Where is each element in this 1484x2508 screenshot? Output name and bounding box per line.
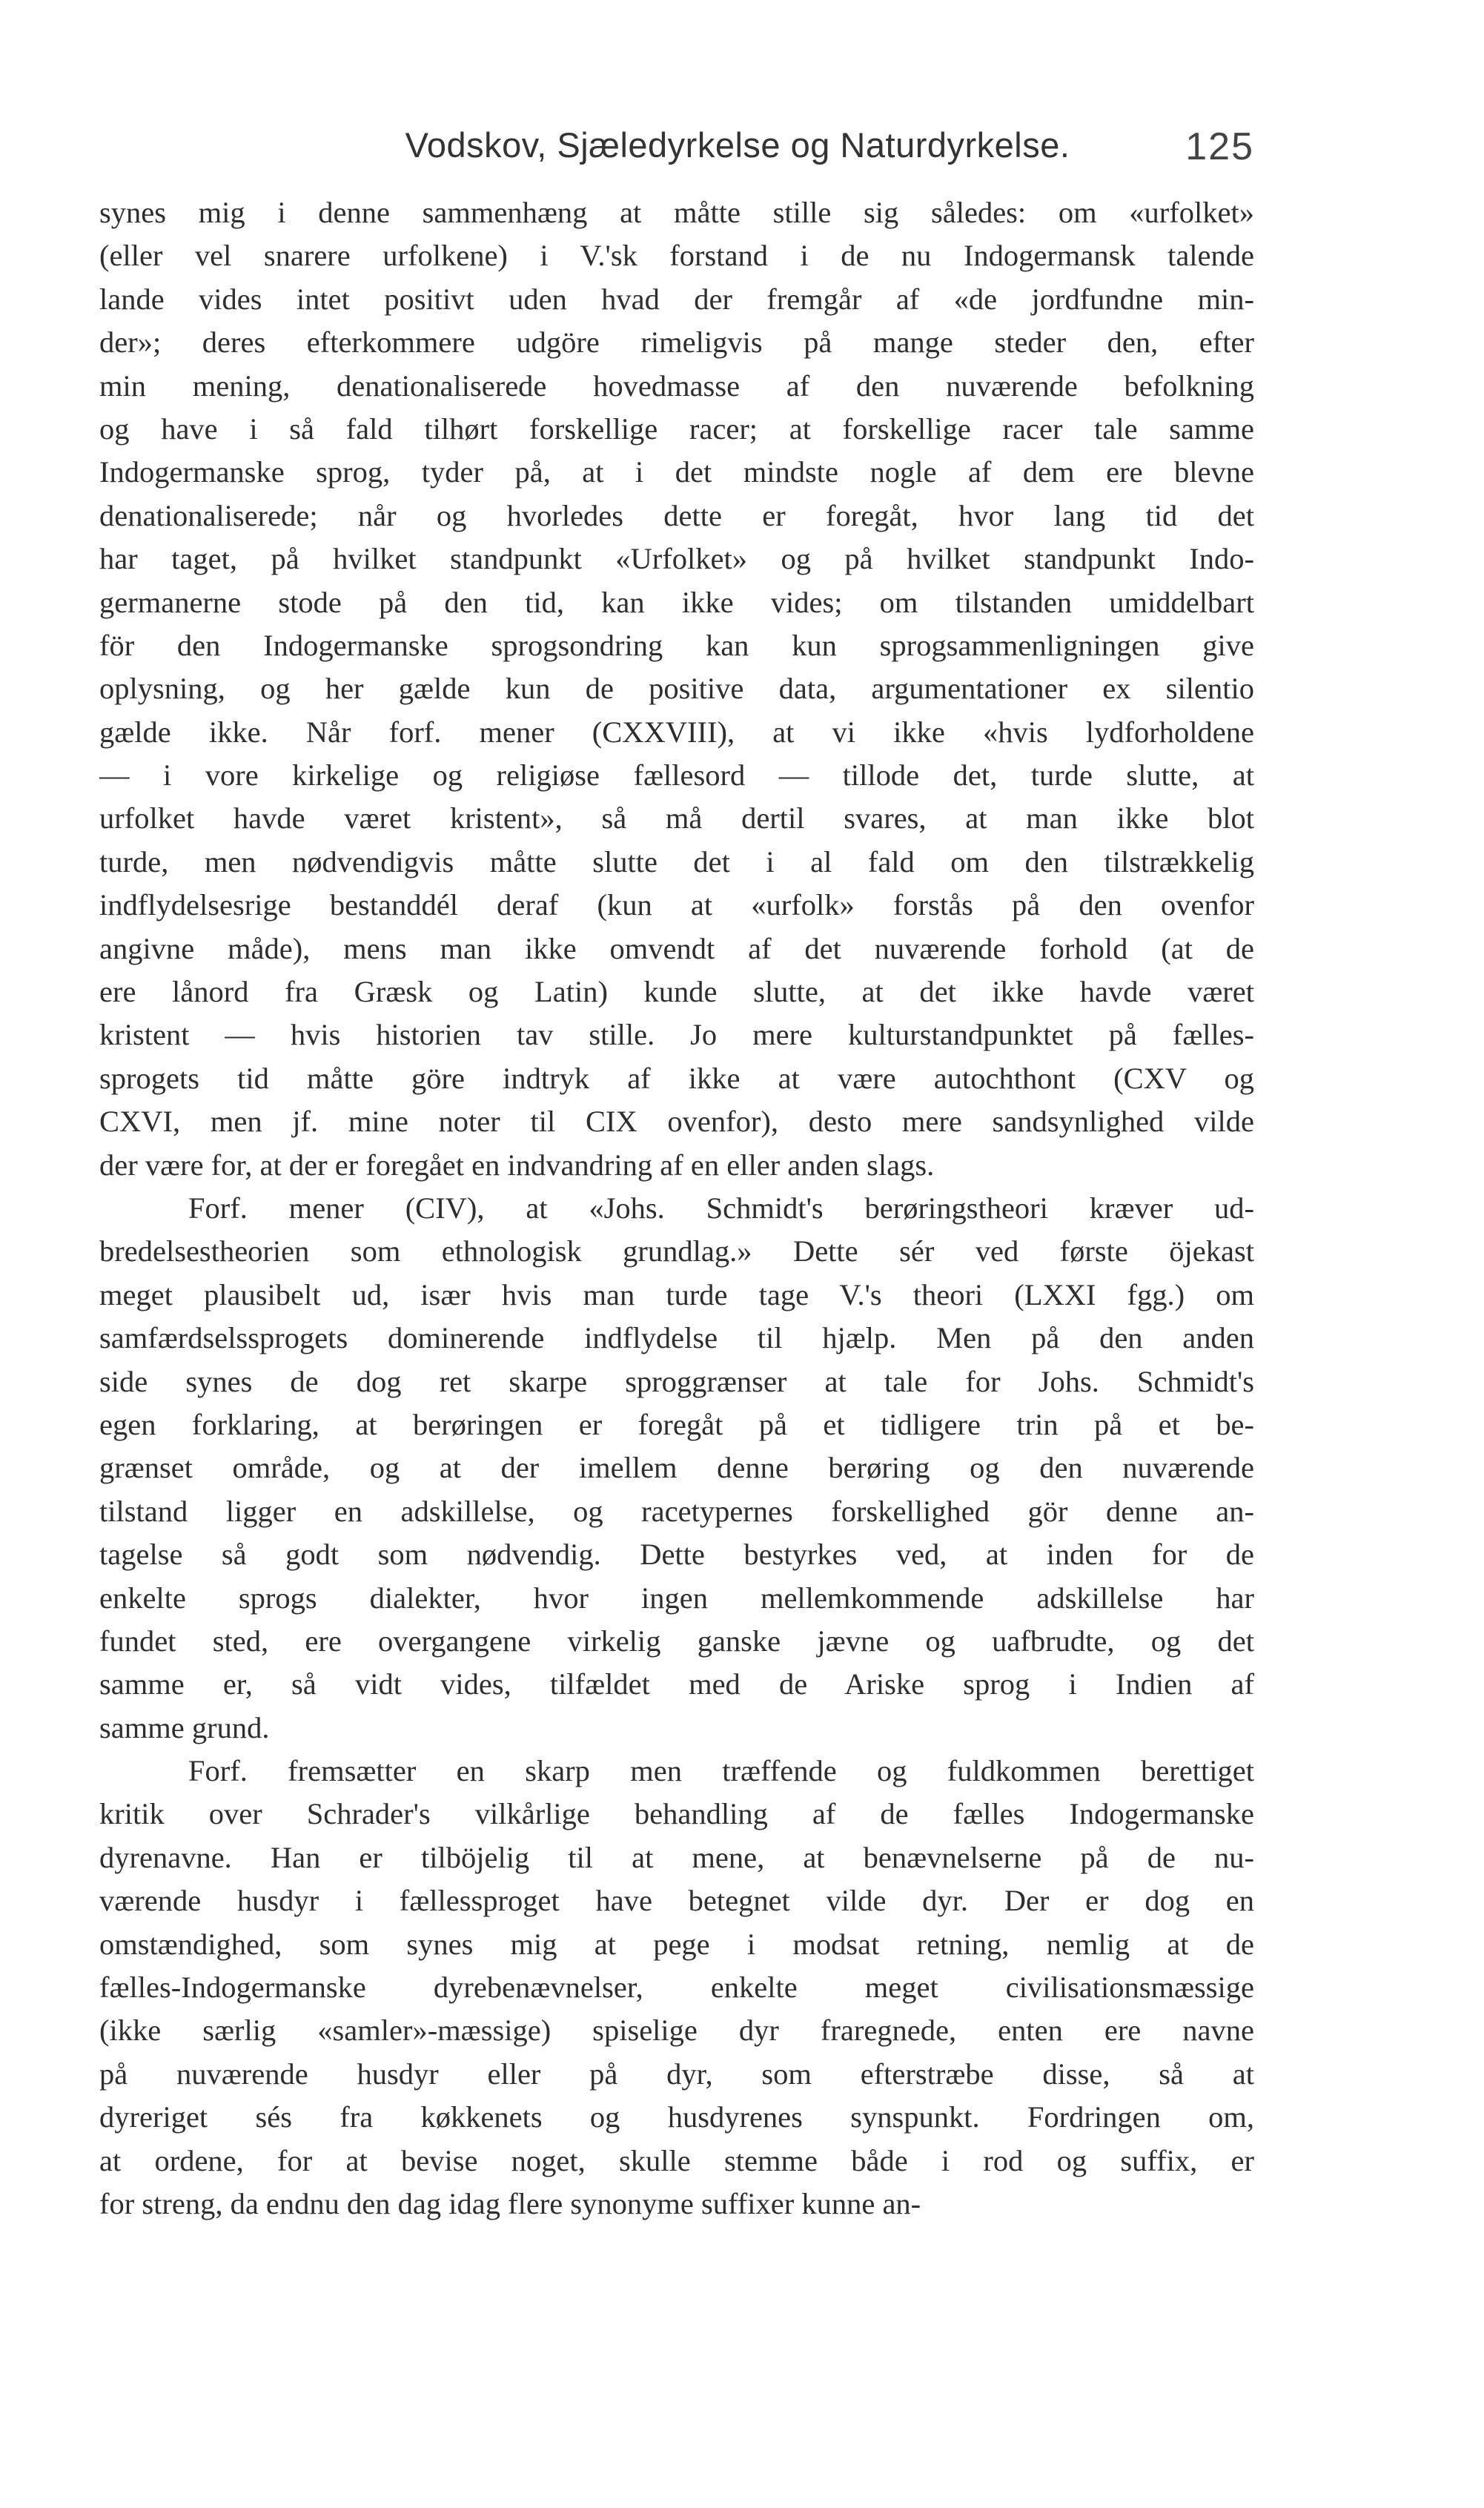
text-line: der være for, at der er foregået en indvandring af en eller anden slags. <box>99 1148 935 1182</box>
text-line: dyrenavne. Han er tilböjelig til at mene, at benævnelserne på de nu- <box>99 1840 1254 1874</box>
text-line: urfolket havde været kristent», så må dertil svares, at man ikke blot <box>99 801 1254 836</box>
running-head <box>0 123 1484 175</box>
text-line: meget plausibelt ud, især hvis man turde tage V.'s theori (LXXI fgg.) om <box>99 1277 1254 1311</box>
body-text <box>99 191 1254 2226</box>
page-number: 125 <box>1185 125 1254 168</box>
text-line: (eller vel snarere urfolkene) i V.'sk forstand i de nu Indogermansk talende <box>99 239 1254 273</box>
text-line: og have i så fald tilhørt forskellige racer; at forskellige racer tale samme <box>99 411 1254 446</box>
text-line: tagelse så godt som nødvendig. Dette bestyrkes ved, at inden for de <box>99 1538 1254 1572</box>
text-line: enkelte sprogs dialekter, hvor ingen mellemkommende adskillelse har <box>99 1581 1254 1615</box>
text-line: bredelsestheorien som ethnologisk grundlag.» Dette sér ved første öjekast <box>99 1234 1254 1268</box>
text-line: kritik over Schrader's vilkårlige behandling af de fælles Indogermanske <box>99 1797 1254 1831</box>
text-line: för den Indogermanske sprogsondring kan kun sprogsammenligningen give <box>99 628 1254 662</box>
text-line: angivne måde), mens man ikke omvendt af det nuværende forhold (at de <box>99 931 1254 965</box>
running-title: Vodskov, Sjæledyrkelse og Naturdyrkelse. <box>405 125 1070 165</box>
text-line: at ordene, for at bevise noget, skulle stemme både i rod og suffix, er <box>99 2143 1254 2177</box>
text-line: samfærdselssprogets dominerende indflydelse til hjælp. Men på den anden <box>99 1321 1254 1355</box>
text-line: tilstand ligger en adskillelse, og racetypernes forskellighed gör denne an- <box>99 1494 1254 1528</box>
text-line: ere lånord fra Græsk og Latin) kunde slutte, at det ikke havde været <box>99 975 1254 1009</box>
text-line: dyreriget sés fra køkkenets og husdyrenes synspunkt. Fordringen om, <box>99 2100 1254 2134</box>
text-line: fælles-Indogermanske dyrebenævnelser, enkelte meget civilisationsmæssige <box>99 1971 1254 2005</box>
text-line: synes mig i denne sammenhæng at måtte stille sig således: om «urfolket» <box>99 196 1254 229</box>
text-line: Indogermanske sprog, tyder på, at i det mindste nogle af dem ere blevne <box>99 455 1254 489</box>
text-line: denationaliserede; når og hvorledes dette er foregåt, hvor lang tid det <box>99 498 1254 532</box>
text-line: CXVI, men jf. mine noter til CIX ovenfor), desto mere sandsynlighed vilde <box>99 1105 1254 1139</box>
text-line: (ikke særlig «samler»-mæssige) spiselige dyr fraregnede, enten ere navne <box>99 2014 1254 2048</box>
text-line: indflydelsesrige bestanddél deraf (kun at «urfolk» forstås på den ovenfor <box>99 888 1254 922</box>
text-line: Forf. mener (CIV), at «Johs. Schmidt's berøringstheori kræver ud- <box>188 1191 1254 1225</box>
text-line: har taget, på hvilket standpunkt «Urfolket» og på hvilket standpunkt Indo- <box>99 542 1254 576</box>
text-line: turde, men nødvendigvis måtte slutte det i al fald om den tilstrækkelig <box>99 844 1254 879</box>
text-line: germanerne stode på den tid, kan ikke vides; om tilstanden umiddelbart <box>99 585 1254 619</box>
text-line: fundet sted, ere overgangene virkelig ganske jævne og uafbrudte, og det <box>99 1624 1254 1658</box>
text-line: der»; deres efterkommere udgöre rimeligvis på mange steder den, efter <box>99 325 1254 360</box>
text-line: egen forklaring, at berøringen er foregåt på et tidligere trin på et be- <box>99 1407 1254 1441</box>
text-line: kristent — hvis historien tav stille. Jo mere kulturstandpunktet på fælles- <box>99 1018 1254 1052</box>
text-line: lande vides intet positivt uden hvad der fremgår af «de jordfundne min- <box>99 282 1254 316</box>
text-line: gælde ikke. Når forf. mener (CXXVIII), at vi ikke «hvis lydforholdene <box>99 715 1254 749</box>
text-line: samme er, så vidt vides, tilfældet med de Ariske sprog i Indien af <box>99 1667 1254 1701</box>
text-line: omstændighed, som synes mig at pege i modsat retning, nemlig at de <box>99 1927 1254 1961</box>
text-line: side synes de dog ret skarpe sproggrænser at tale for Johs. Schmidt's <box>99 1364 1254 1398</box>
text-line: oplysning, og her gælde kun de positive data, argumentationer ex silentio <box>99 672 1254 706</box>
text-line: Forf. fremsætter en skarp men træffende og fuldkommen berettiget <box>188 1754 1254 1788</box>
text-line: værende husdyr i fællessproget have betegnet vilde dyr. Der er dog en <box>99 1884 1254 1918</box>
text-line: samme grund. <box>99 1710 270 1744</box>
text-line: grænset område, og at der imellem denne berøring og den nuværende <box>99 1451 1254 1485</box>
text-line: sprogets tid måtte göre indtryk af ikke at være autochthont (CXV og <box>99 1061 1254 1095</box>
text-line: — i vore kirkelige og religiøse fællesord — tillode det, turde slutte, at <box>99 758 1254 793</box>
text-line: på nuværende husdyr eller på dyr, som efterstræbe disse, så at <box>99 2057 1254 2091</box>
text-line: for streng, da endnu den dag idag flere synonyme suffixer kunne an- <box>99 2186 921 2220</box>
text-line: min mening, denationaliserede hovedmasse af den nuværende befolkning <box>99 368 1254 403</box>
